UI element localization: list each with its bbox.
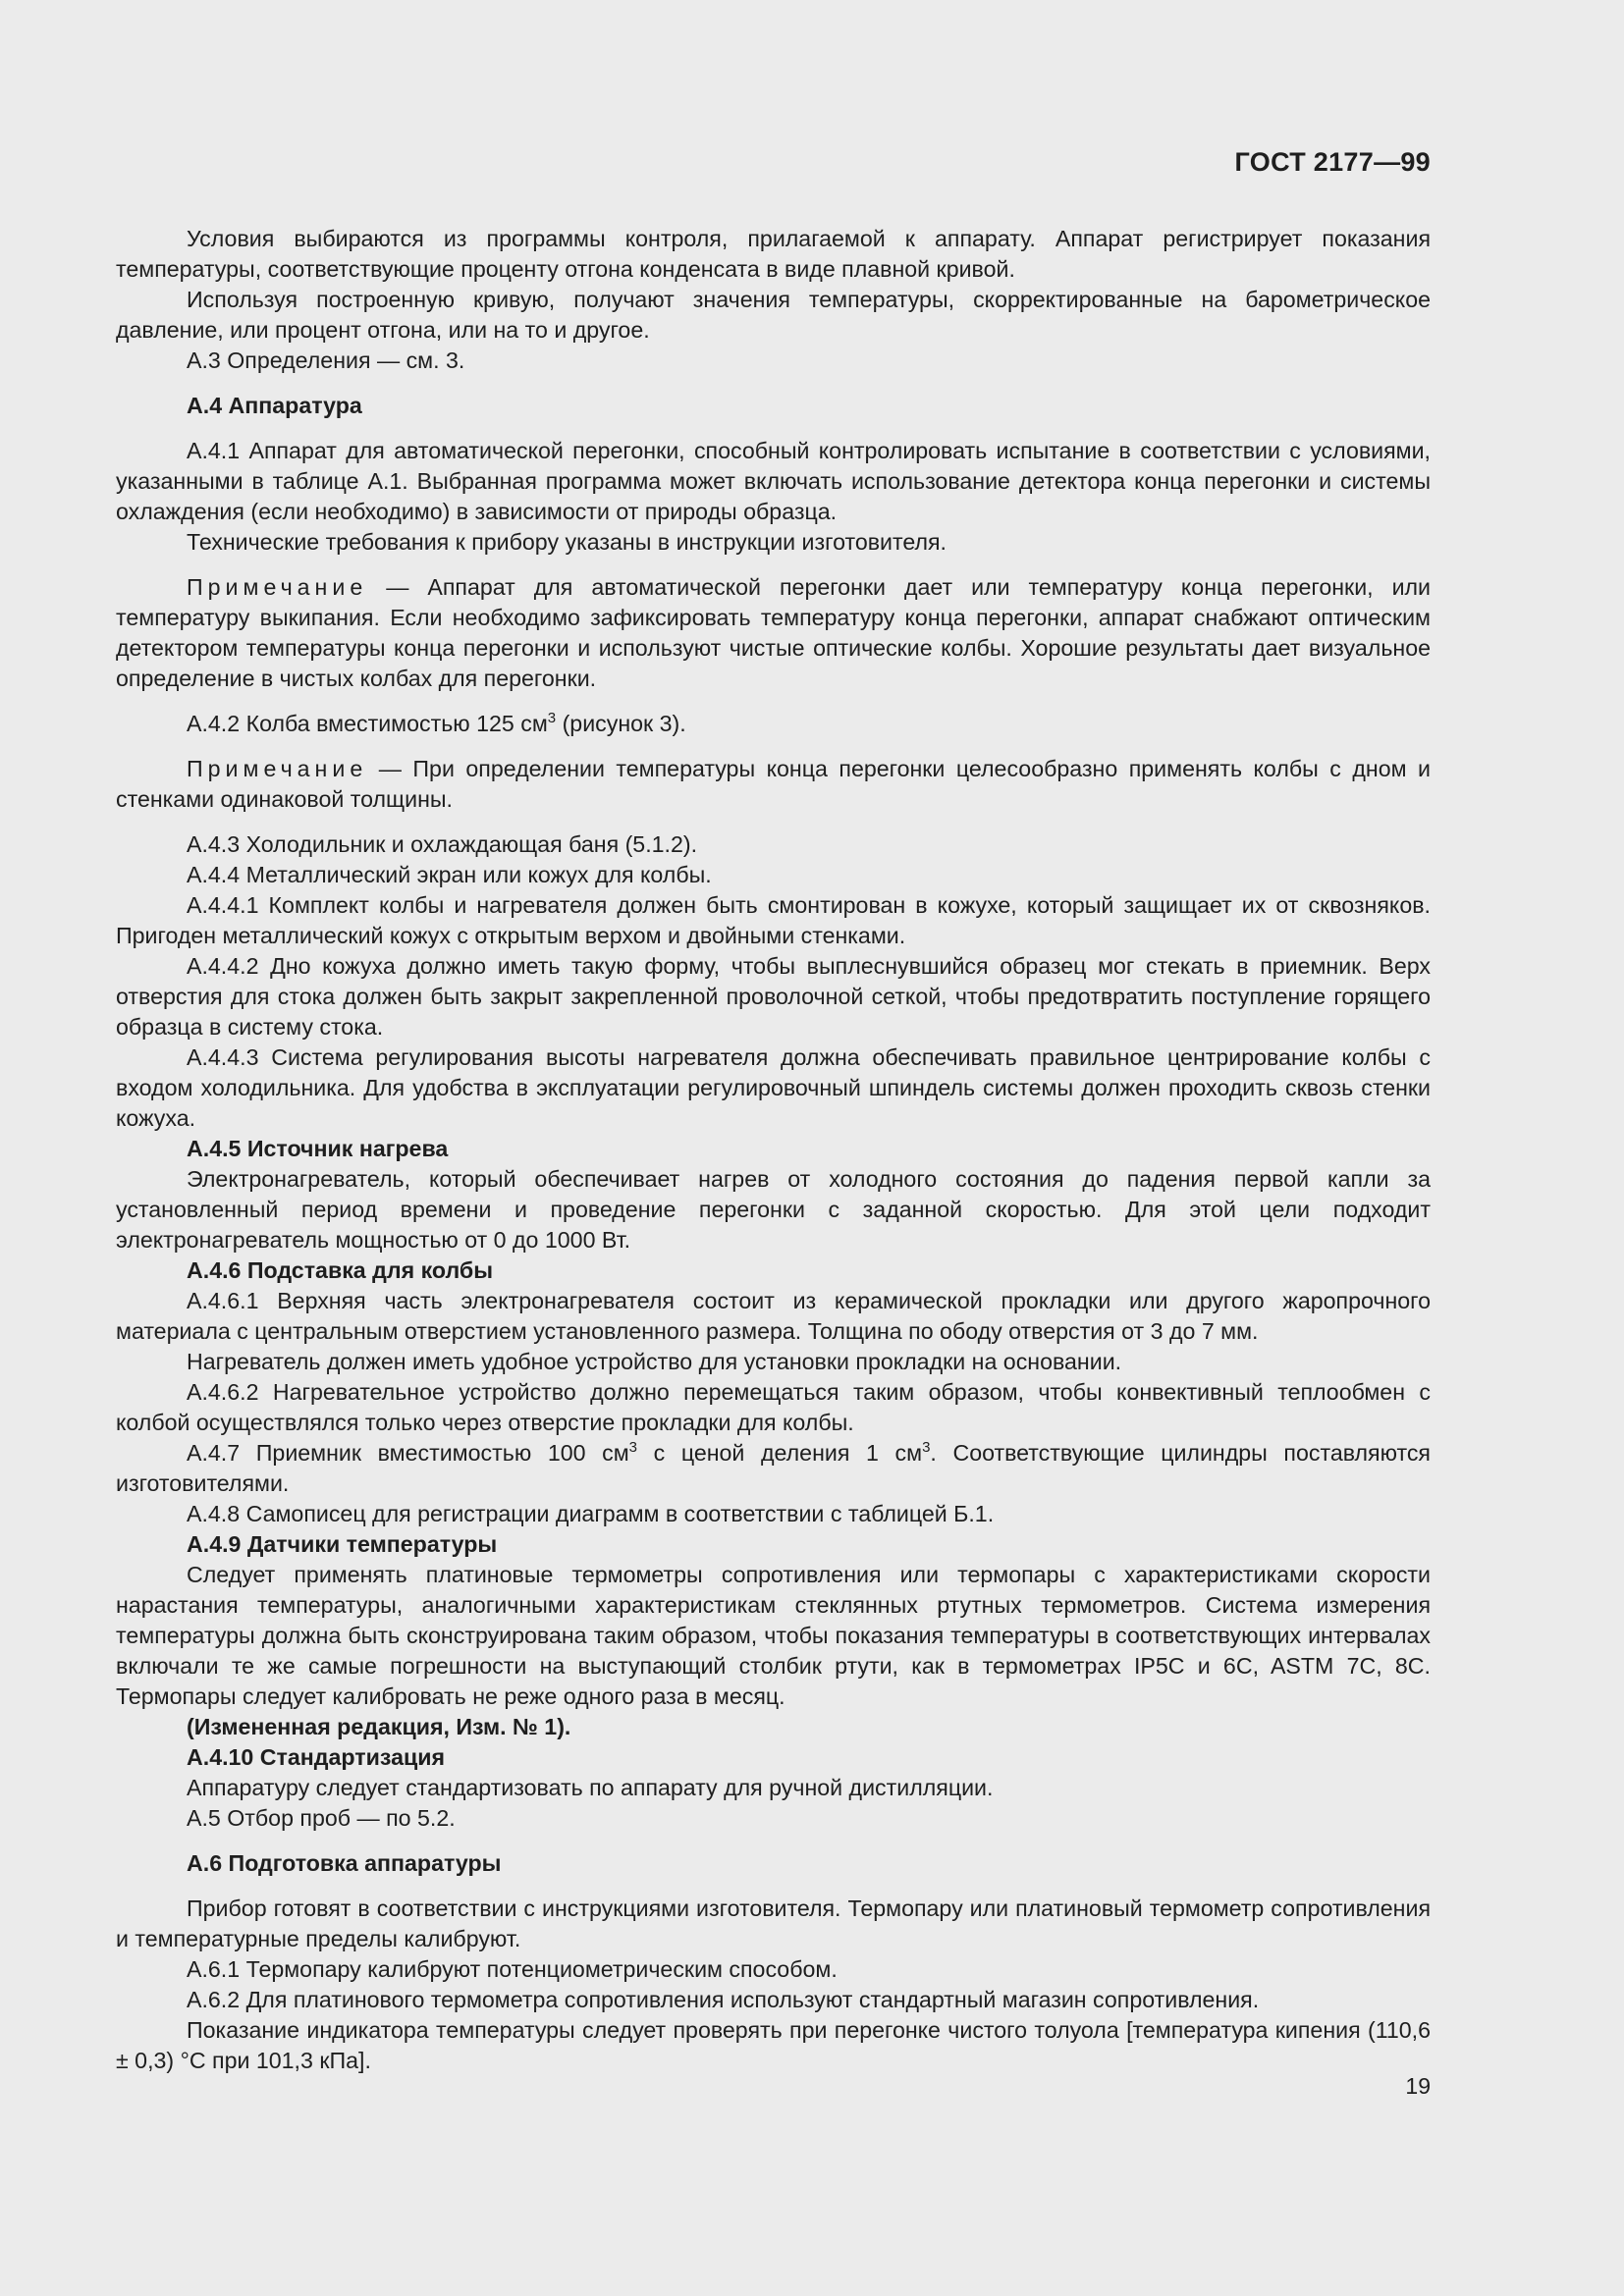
paragraph: А.4.7 Приемник вместимостью 100 $см^3$ с ценой деления 1 $см^3$. Соответствующие цилиндры поставляются изготовителями. — [116, 1439, 1431, 1496]
note-text: — Аппарат для автоматической перегонки дает или температуру конца перегонки, или температуру выкипания. Если необходимо зафиксировать температуру конца перегонки, аппарат снабжают оптическим детектором температуры конца перегонки и используют чистые оптические колбы. Хорошие результаты дает визуальное определение в чистых колбах для перегонки. — [116, 574, 1431, 691]
paragraph: А.4.4.2 Дно кожуха должно иметь такую форму, чтобы выплеснувшийся образец мог стекать в приемник. Верх отверстия для стока должен быть закрыт закрепленной проволочной сеткой, чтобы предотвратить поступление горящего образца в систему стока. — [116, 953, 1431, 1040]
amendment-note: (Измененная редакция, Изм. № 1). — [187, 1714, 571, 1739]
paragraph: А.4.4.1 Комплект колбы и нагревателя должен быть смонтирован в кожухе, который защищает их от сквозняков. Пригоден металлический кожух с открытым верхом и двойными стенками. — [116, 892, 1431, 948]
paragraph: Следует применять платиновые термометры сопротивления или термопары с характеристиками скорости нарастания температуры, аналогичными характеристикам стеклянных ртутных термометров. Система измерения температуры должна быть сконструирована таким образом, чтобы показания температуры в соответствующих интервалах включали те же самые погрешности на выступающий столбик ртути, как в термометрах IP5C и 6C, ASTM 7C, 8C. Термопары следует калибровать не реже одного раза в месяц. — [116, 1562, 1431, 1709]
paragraph: А.4.6.2 Нагревательное устройство должно перемещаться таким образом, чтобы конвективный теплообмен с колбой осуществлялся только через отверстие прокладки для колбы. — [116, 1379, 1431, 1435]
paragraph: Прибор готовят в соответствии с инструкциями изготовителя. Термопару или платиновый термометр сопротивления и температурные пределы калибруют. — [116, 1896, 1431, 1951]
section-heading-a410: А.4.10 Стандартизация — [187, 1744, 445, 1770]
paragraph: А.4.2 Колба вместимостью 125 $см^3$ (рисунок 3). — [187, 710, 686, 736]
paragraph: А.6.2 Для платинового термометра сопротивления используют стандартный магазин сопротивления. — [187, 1987, 1260, 2012]
paragraph: Технические требования к прибору указаны в инструкции изготовителя. — [187, 529, 947, 555]
note-paragraph — [116, 754, 1431, 815]
superscript: 3 — [628, 1439, 637, 1456]
section-heading-a46: А.4.6 Подставка для колбы — [187, 1257, 493, 1283]
paragraph: Используя построенную кривую, получают значения температуры, скорректированные на барометрическое давление, или процент отгона, или на то и другое. — [116, 287, 1431, 343]
superscript: 3 — [922, 1439, 931, 1456]
paragraph: Нагреватель должен иметь удобное устройство для установки прокладки на основании. — [187, 1349, 1122, 1374]
superscript: 3 — [547, 710, 557, 726]
paragraph: А.6.1 Термопару калибруют потенциометрическим способом. — [187, 1956, 838, 1982]
paragraph: А.5 Отбор проб — по 5.2. — [187, 1805, 456, 1831]
section-heading-a49: А.4.9 Датчики температуры — [187, 1531, 498, 1557]
note-label: Примечание — [187, 574, 368, 600]
paragraph: А.4.6.1 Верхняя часть электронагревателя состоит из керамической прокладки или другого жаропрочного материала с центральным отверстием установленного размера. Толщина по ободу отверстия от 3 до 7 мм. — [116, 1288, 1431, 1344]
note-text: — При определении температуры конца перегонки целесообразно применять колбы с дном и стенками одинаковой толщины. — [116, 756, 1431, 812]
paragraph: Аппаратуру следует стандартизовать по аппарату для ручной дистилляции. — [187, 1775, 994, 1800]
note-label: Примечание — [187, 756, 368, 781]
paragraph: А.3 Определения — см. 3. — [187, 347, 465, 373]
section-heading-a45: А.4.5 Источник нагрева — [187, 1136, 449, 1161]
note-paragraph — [116, 572, 1431, 694]
page-number: 19 — [1405, 2073, 1431, 2099]
paragraph: Условия выбираются из программы контроля, прилагаемой к аппарату. Аппарат регистрирует показания температуры, соответствующие проценту отгона конденсата в виде плавной кривой. — [116, 226, 1431, 282]
section-heading-a6: А.6 Подготовка аппаратуры — [187, 1850, 502, 1876]
paragraph: Электронагреватель, который обеспечивает нагрев от холодного состояния до падения первой капли за установленный период времени и проведение перегонки с заданной скоростью. Для этой цели подходит электронагреватель мощностью от 0 до 1000 Вт. — [116, 1166, 1431, 1253]
paragraph: А.4.1 Аппарат для автоматической перегонки, способный контролировать испытание в соответствии с условиями, указанными в таблице А.1. Выбранная программа может включать использование детектора конца перегонки и системы охлаждения (если необходимо) в зависимости от природы образца. — [116, 438, 1431, 524]
paragraph: А.4.3 Холодильник и охлаждающая баня (5.1.2). — [187, 831, 698, 857]
paragraph: А.4.8 Самописец для регистрации диаграмм в соответствии с таблицей Б.1. — [187, 1501, 995, 1526]
document-body — [116, 224, 1431, 2076]
section-heading-a4: А.4 Аппаратура — [187, 393, 362, 418]
paragraph: А.4.4.3 Система регулирования высоты нагревателя должна обеспечивать правильное центрирование колбы с входом холодильника. Для удобства в эксплуатации регулировочный шпиндель системы должен проходить сквозь стенки кожуха. — [116, 1044, 1431, 1131]
document-code-header: ГОСТ 2177—99 — [1234, 147, 1431, 177]
paragraph: А.4.4 Металлический экран или кожух для колбы. — [187, 862, 712, 887]
paragraph: Показание индикатора температуры следует проверять при перегонке чистого толуола [температура кипения (110,6 ± 0,3) °С при 101,3 кПа]. — [116, 2017, 1431, 2073]
